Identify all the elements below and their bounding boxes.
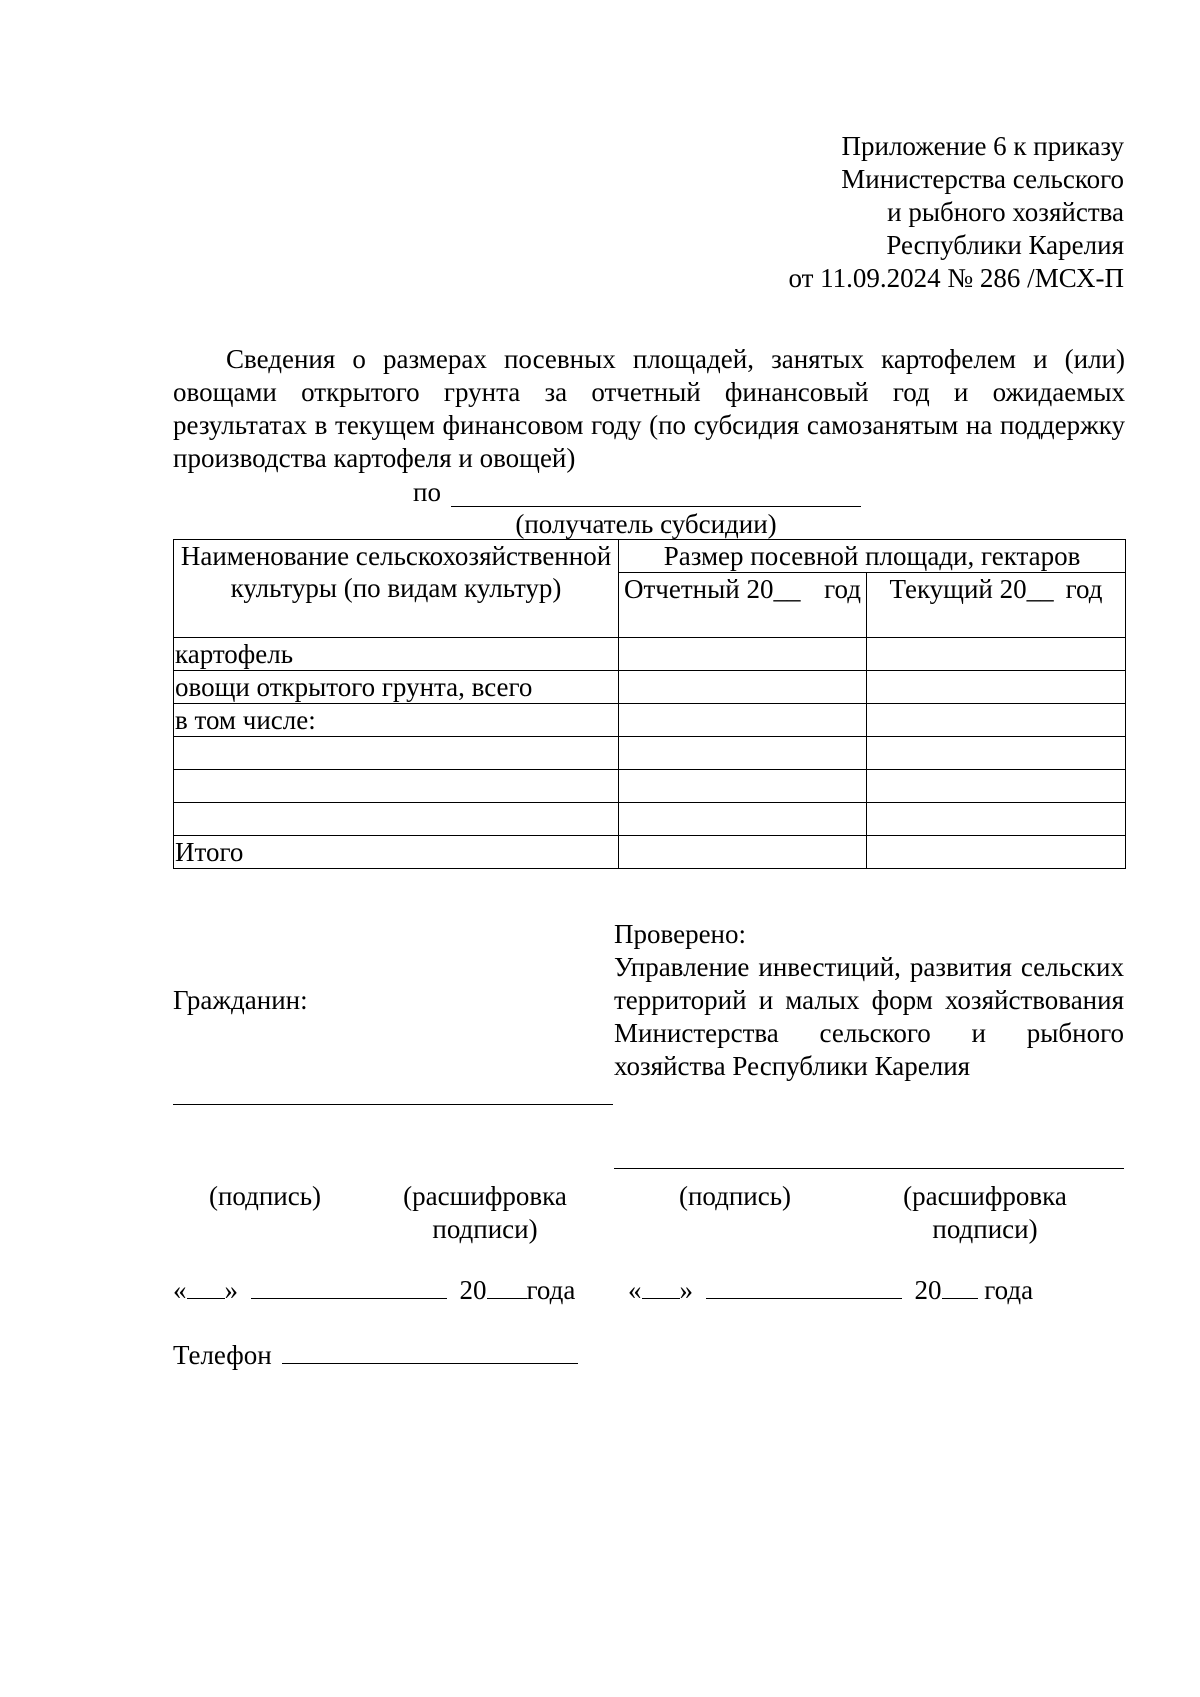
current-value-cell[interactable] [867,770,1126,803]
close-quote: » [679,1275,693,1305]
crop-name-cell: овощи открытого грунта, всего [174,671,619,704]
reporting-value-cell[interactable] [619,704,867,737]
document-header [600,130,1124,295]
header-line-5: от 11.09.2024 № 286 /МСХ-П [788,263,1124,293]
day-blank[interactable] [642,1272,680,1299]
phone-blank-field[interactable] [282,1337,578,1364]
checker-signature-caption: (подпись) [678,1181,792,1211]
recipient-caption: (получатель субсидии) [515,509,777,539]
year-prefix: 20 [459,1275,487,1305]
month-blank[interactable] [251,1272,447,1299]
current-year-header [867,573,1126,638]
year-word: года [984,1275,1034,1305]
checked-by-block [614,918,1124,1083]
table-row [174,671,1126,704]
recipient-blank-field[interactable] [451,506,861,507]
reporting-value-cell[interactable] [619,803,867,836]
year-prefix: 20 [914,1275,942,1305]
table-row [174,704,1126,737]
year-word: года [526,1275,576,1305]
current-total-cell[interactable] [867,836,1126,869]
reporting-value-cell[interactable] [619,638,867,671]
total-label-cell: Итого [174,836,619,869]
header-line-3: и рыбного хозяйства [887,197,1124,227]
month-blank[interactable] [706,1272,902,1299]
checker-decode-caption: (расшифровка подписи) [903,1181,1067,1244]
reporting-year-label: Отчетный 20__ [624,574,801,604]
intro-paragraph: Сведения о размерах посевных площадей, занятых картофелем и (или) овощами открытого грунта за отчетный финансовый год и ожидаемых результатах в текущем финансовом году (по субсидия самозанятым на поддержку производства картофеля и овощей) [173,344,1125,473]
reporting-value-cell[interactable] [619,737,867,770]
current-value-cell[interactable] [867,671,1126,704]
current-value-cell[interactable] [867,704,1126,737]
current-value-cell[interactable] [867,803,1126,836]
table-row [174,803,1126,836]
citizen-date-line [173,1272,575,1306]
phone-label: Телефон [173,1340,272,1370]
crop-name-cell: в том числе: [174,704,619,737]
header-line-1: Приложение 6 к приказу [841,131,1124,161]
crop-name-cell[interactable] [174,737,619,770]
day-blank[interactable] [187,1272,225,1299]
current-year-word: год [1065,574,1103,604]
reporting-total-cell[interactable] [619,836,867,869]
table-row [174,770,1126,803]
current-value-cell[interactable] [867,737,1126,770]
reporting-value-cell[interactable] [619,770,867,803]
reporting-value-cell[interactable] [619,671,867,704]
open-quote: « [173,1275,187,1305]
table-row [174,737,1126,770]
header-line-2: Министерства сельского [841,164,1124,194]
year-blank[interactable] [487,1272,527,1299]
crop-name-cell[interactable] [174,803,619,836]
po-label: по [413,477,441,507]
table-row-total [174,836,1126,869]
sown-area-group-header: Размер посевной площади, гектаров [619,540,1126,573]
current-value-cell[interactable] [867,638,1126,671]
checked-title: Проверено: [614,919,747,949]
checker-signature-line[interactable] [614,1168,1124,1169]
checker-date-line [628,1272,1033,1306]
crop-name-header: Наименование сельскохозяйственной культуры (по видам культур) [174,540,619,638]
citizen-label: Гражданин: [173,985,308,1015]
citizen-signature-caption: (подпись) [208,1181,322,1211]
reporting-year-word: год [824,574,861,604]
sown-area-table [173,539,1126,869]
crop-name-cell: картофель [174,638,619,671]
citizen-decode-caption: (расшифровка подписи) [403,1181,567,1244]
phone-line [173,1337,578,1371]
year-blank[interactable] [942,1272,978,1299]
reporting-year-header [619,573,867,638]
close-quote: » [224,1275,238,1305]
recipient-line [413,476,893,510]
crop-name-cell[interactable] [174,770,619,803]
table-row [174,638,1126,671]
current-year-label: Текущий 20__ [889,574,1054,604]
header-line-4: Республики Карелия [886,230,1124,260]
checked-department: Управление инвестиций, развития сельских территорий и малых форм хозяйствования Министерства сельского и рыбного хозяйства Республики Карелия [614,952,1124,1081]
citizen-signature-line[interactable] [173,1104,613,1105]
open-quote: « [628,1275,642,1305]
